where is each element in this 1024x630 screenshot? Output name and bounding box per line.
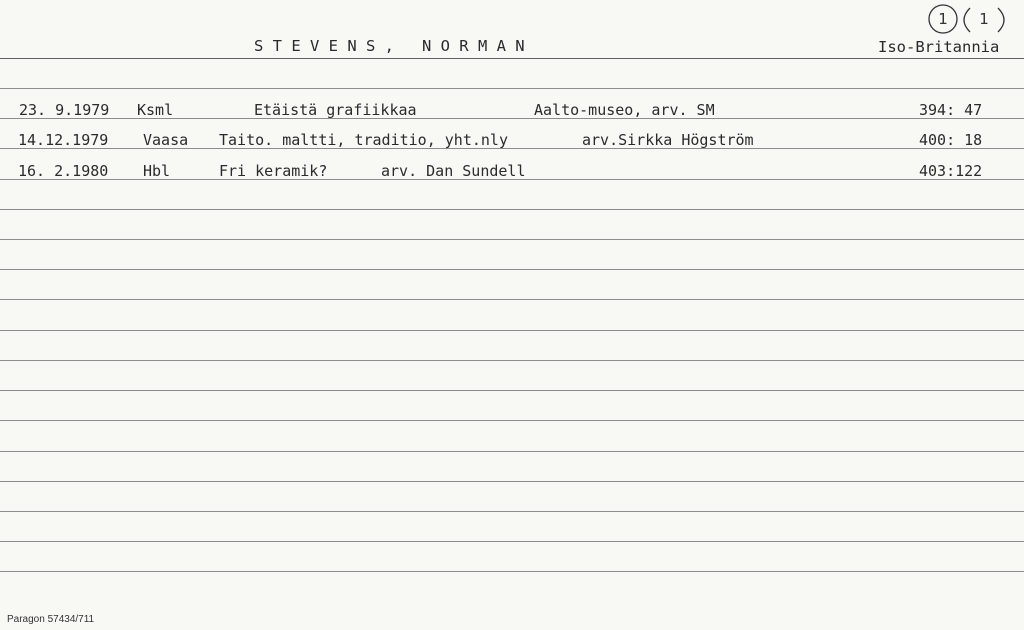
ruled-line (0, 511, 1024, 512)
ruled-line (0, 239, 1024, 240)
card-title: S T E V E N S , N O R M A N (254, 37, 525, 55)
entry-title: Fri keramik? (219, 162, 328, 180)
entry-date: 23. 9.1979 (19, 101, 110, 119)
handwritten-number-1: 1 (938, 10, 948, 28)
ruled-line (0, 420, 1024, 421)
entry-date: 16. 2.1980 (18, 162, 109, 180)
country-label: Iso-Britannia (878, 38, 1000, 56)
entry-title: Taito. maltti, traditio, yht.nly (219, 131, 508, 149)
entry-ref: 394: 47 (919, 101, 983, 119)
ruled-line (0, 269, 1024, 270)
ruled-line (0, 118, 1024, 119)
entry-note: arv. Dan Sundell (381, 162, 526, 180)
ruled-line (0, 148, 1024, 149)
entry-ref: 400: 18 (919, 131, 983, 149)
handwritten-number-mark (926, 2, 1021, 36)
header-rule (0, 58, 1024, 59)
handwritten-number-2: 1 (979, 10, 989, 28)
entry-title: Etäistä grafiikkaa (254, 101, 417, 119)
ruled-line (0, 360, 1024, 361)
entry-source: Hbl (143, 162, 171, 180)
ruled-line (0, 88, 1024, 89)
ruled-line (0, 390, 1024, 391)
ruled-line (0, 481, 1024, 482)
card-footer: Paragon 57434/711 (7, 614, 95, 625)
ruled-line (0, 571, 1024, 572)
ruled-line (0, 541, 1024, 542)
entry-ref: 403:122 (919, 162, 983, 180)
ruled-line (0, 179, 1024, 180)
entry-source: Vaasa (143, 131, 189, 149)
ruled-line (0, 330, 1024, 331)
entry-note: Aalto-museo, arv. SM (534, 101, 715, 119)
entry-date: 14.12.1979 (18, 131, 109, 149)
entry-source: Ksml (137, 101, 174, 119)
ruled-line (0, 451, 1024, 452)
ruled-line (0, 209, 1024, 210)
ruled-line (0, 299, 1024, 300)
entry-note: arv.Sirkka Högström (582, 131, 754, 149)
